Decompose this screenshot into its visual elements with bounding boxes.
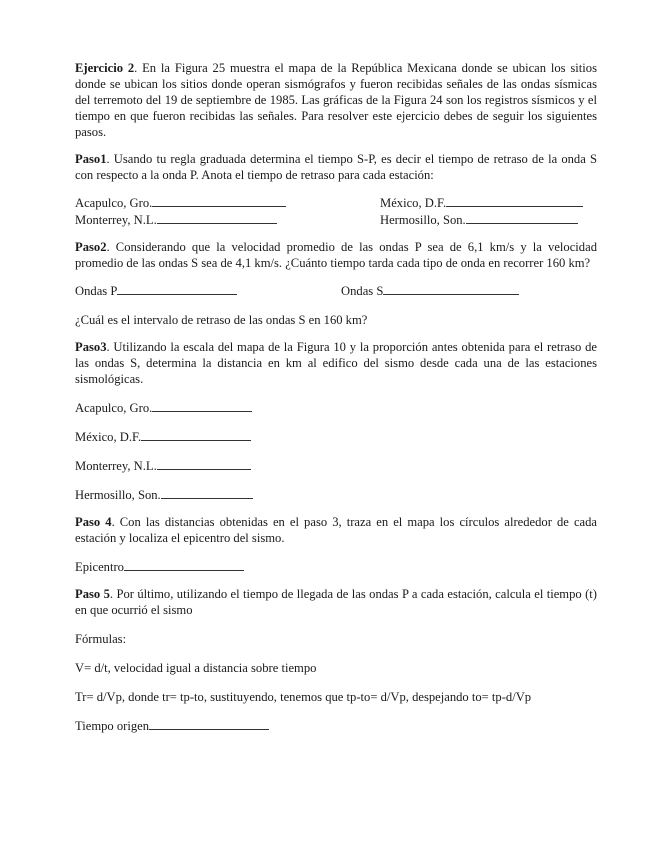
paso4-field-epicentro: Epicentro	[75, 559, 597, 575]
answer-line-distance-acapulco[interactable]	[152, 400, 252, 412]
answer-line-hermosillo[interactable]	[466, 212, 578, 224]
paso1-label: Paso1	[75, 152, 107, 166]
paso3-field-mexico: México, D.F.	[75, 429, 597, 445]
answer-line-distance-hermosillo[interactable]	[161, 487, 253, 499]
exercise-title: Ejercicio 2	[75, 61, 135, 75]
exercise-intro: Ejercicio 2. En la Figura 25 muestra el mapa de la República Mexicana donde se ubican los sitios donde se ubican los sitios donde operan sismógrafos y fueron recibidas señales de las ondas sísmicas del terremoto del 19 de septiembre de 1985. Las gráficas de la Figura 24 son los registros sísmicos y el tiempo en que fueron recibidas las señales. Para resolver este ejercicio debes de seguir los siguientes pasos.	[75, 61, 597, 139]
field-label-acapulco: Acapulco, Gro.	[75, 196, 153, 210]
field-label-hermosillo: Hermosillo, Son.	[380, 213, 466, 227]
paso5-instructions: Paso 5. Por último, utilizando el tiempo de llegada de las ondas P a cada estación, calcula el tiempo (t) en que ocurrió el sismo	[75, 587, 597, 617]
field-label-mexico: México, D.F.	[380, 196, 447, 210]
answer-line-ondas-s[interactable]	[383, 283, 519, 295]
formulas-label: Fórmulas:	[75, 632, 127, 646]
answer-line-distance-monterrey[interactable]	[157, 458, 251, 470]
paso4-label: Paso 4	[75, 515, 112, 529]
paso2-instructions: Paso2. Considerando que la velocidad promedio de las ondas P sea de 6,1 km/s y la velocidad promedio de las ondas S sea de 4,1 km/s. ¿Cuánto tiempo tarda cada tipo de onda en recorrer 160 km?	[75, 240, 597, 270]
paso3-field-hermosillo: Hermosillo, Son.	[75, 487, 597, 503]
paso1-row-2	[75, 212, 597, 228]
formula-origin-time: Tr= d/Vp, donde tr= tp-to, sustituyendo, tenemos que tp-to= d/Vp, despejando to= tp-d/Vp	[75, 690, 532, 704]
paso5-field-tiempo-origen: Tiempo origen	[75, 718, 597, 734]
paso2-label: Paso2	[75, 240, 107, 254]
paso1-row-1	[75, 195, 597, 211]
paso2-question: ¿Cuál es el intervalo de retraso de las ondas S en 160 km?	[75, 313, 368, 327]
formula-velocity: V= d/t, velocidad igual a distancia sobre tiempo	[75, 661, 317, 675]
field-label-monterrey: Monterrey, N.L.	[75, 213, 157, 227]
answer-line-monterrey[interactable]	[157, 212, 277, 224]
paso3-field-monterrey: Monterrey, N.L.	[75, 458, 597, 474]
field-label-ondas-p: Ondas P	[75, 284, 118, 298]
paso3-field-acapulco: Acapulco, Gro.	[75, 400, 597, 416]
answer-line-tiempo-origen[interactable]	[149, 718, 269, 730]
paso3-instructions: Paso3. Utilizando la escala del mapa de la Figura 10 y la proporción antes obtenida para el retraso de las ondas S, determina la distancia en km al edifico del sismo desde cada una de las estaciones sismológicas.	[75, 340, 597, 386]
paso1-instructions: Paso1. Usando tu regla graduada determina el tiempo S-P, es decir el tiempo de retraso de la onda S con respecto a la onda P. Anota el tiempo de retraso para cada estación:	[75, 152, 597, 182]
answer-line-epicentro[interactable]	[124, 559, 244, 571]
paso2-row	[75, 283, 597, 299]
paso4-instructions: Paso 4. Con las distancias obtenidas en el paso 3, traza en el mapa los círculos alrededor de cada estación y localiza el epicentro del sismo.	[75, 515, 598, 545]
answer-line-ondas-p[interactable]	[117, 283, 237, 295]
answer-line-acapulco[interactable]	[152, 195, 286, 207]
answer-line-mexico[interactable]	[446, 195, 583, 207]
paso3-label: Paso3	[75, 340, 107, 354]
answer-line-distance-mexico[interactable]	[141, 429, 251, 441]
field-label-ondas-s: Ondas S	[341, 284, 384, 298]
paso5-label: Paso 5	[75, 587, 110, 601]
